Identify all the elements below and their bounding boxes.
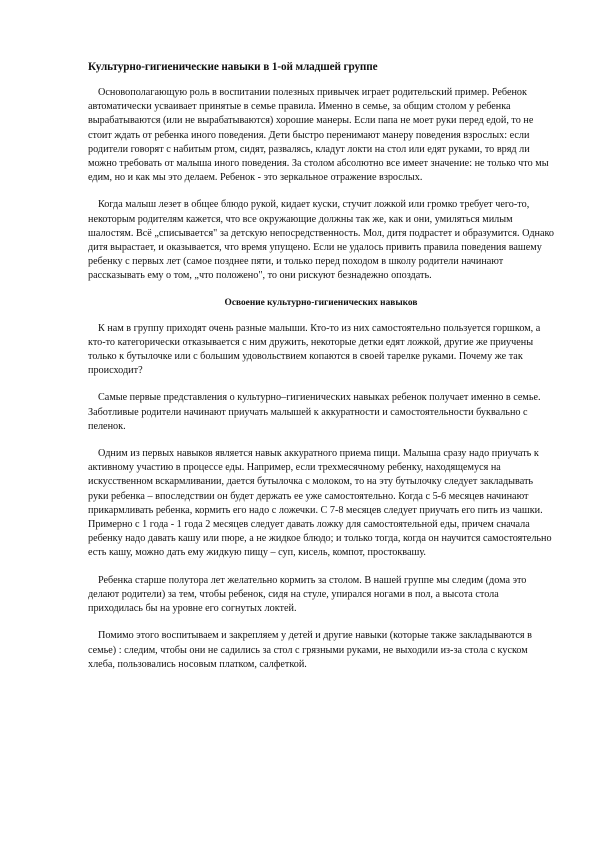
- section-title: Освоение культурно-гигиенических навыков: [224, 297, 418, 308]
- document-title: Культурно-гигиенические навыки в 1-ой младшей группе: [88, 61, 378, 73]
- paragraph-group-children: К нам в группу приходят очень разные малыши. Кто-то из них самостоятельно пользуется горшком, а кто-то категорически отказывается с ним дружить, некоторые детки едят ложкой, другие же приучены только к бутылочке или с большим удовольствием копаются в своей тарелке руками. Почему же так происходит?: [88, 322, 541, 377]
- paragraph-table-feeding: Ребенка старше полутора лет желательно кормить за столом. В нашей группе мы следим (дома это делают родители) за тем, чтобы ребенок, сидя на стуле, упирался ногами в пол, а высота стола приходилась бы на уровне его согнутых локтей.: [88, 574, 527, 615]
- paragraph-table-manners: Когда малыш лезет в общее блюдо рукой, кидает куски, стучит ложкой или громко требует чего-то, некоторым родителям кажется, что все окружающие должны так же, как и они, умиляться милым шалостям. Всё „списывается" за детскую непосредственность. Мол, дитя подрастет и образумится. Однако дитя вырастает, и оказывается, что время упущено. Если не удалось привить правила поведения вашему ребенку с первых лет (самое позднее пяти, и только перед походом в школу родители начинают рассказывать ему о том, „что положено", то они рискуют безнадежно опоздать.: [88, 199, 554, 282]
- document-body: [88, 60, 554, 685]
- paragraph-other-skills: Помимо этого воспитываем и закрепляем у детей и другие навыки (которые также закладываются в семье) : следим, чтобы они не садились за стол с грязными руками, не выходили из-за стола с куском хлеба, пользовались носовым платком, салфеткой.: [88, 630, 532, 670]
- paragraph-family-skills: Самые первые представления о культурно–гигиенических навыках ребенок получает именно в семье. Заботливые родители начинают приучать малышей к аккуратности и самостоятельности буквально с пеленок.: [88, 392, 541, 432]
- paragraph-parental-example: Основополагающую роль в воспитании полезных привычек играет родительский пример. Ребенок автоматически усваивает принятые в семье правила. Именно в семье, за общим столом у ребенка вырабатываются (или не вырабатываются) хорошие манеры. Если папа не моет руки перед едой, то не стоит ждать от ребенка иного поведения. Дети быстро перенимают манеру поведения взрослых: если родители говорят с набитым ртом, сидят, развалясь, кладут локти на стол или едят руками, то вряд ли можно требовать от малыша иного поведения. За столом абсолютно все имеет значение: не только что мы едим, но и как мы это делаем. Ребенок - это зеркальное отражение взрослых.: [88, 87, 549, 184]
- paragraph-eating-skills: Одним из первых навыков является навык аккуратного приема пищи. Малыша сразу надо приучать к активному участию в процессе еды. Например, если трехмесячному ребенку, находящемуся на искусственном вскармливании, дается бутылочка с молоком, то на эту бутылочку следует закладывать руки ребенка – впоследствии он будет держать ее уже самостоятельно. Когда с 5-6 месяцев начинают прикармливать ребенка, кормить его надо с ложечки. С 7-8 месяцев следует приучать его пить из чашки. Примерно с 1 года - 1 года 2 месяцев следует давать ложку для самостоятельной еды, причем сначала ребенку надо давать кашу или пюре, а не жидкое блюдо; и только тогда, когда он научится самостоятельно есть кашу, можно дать ему жидкую пищу – суп, кисель, компот, простоквашу.: [88, 448, 552, 559]
